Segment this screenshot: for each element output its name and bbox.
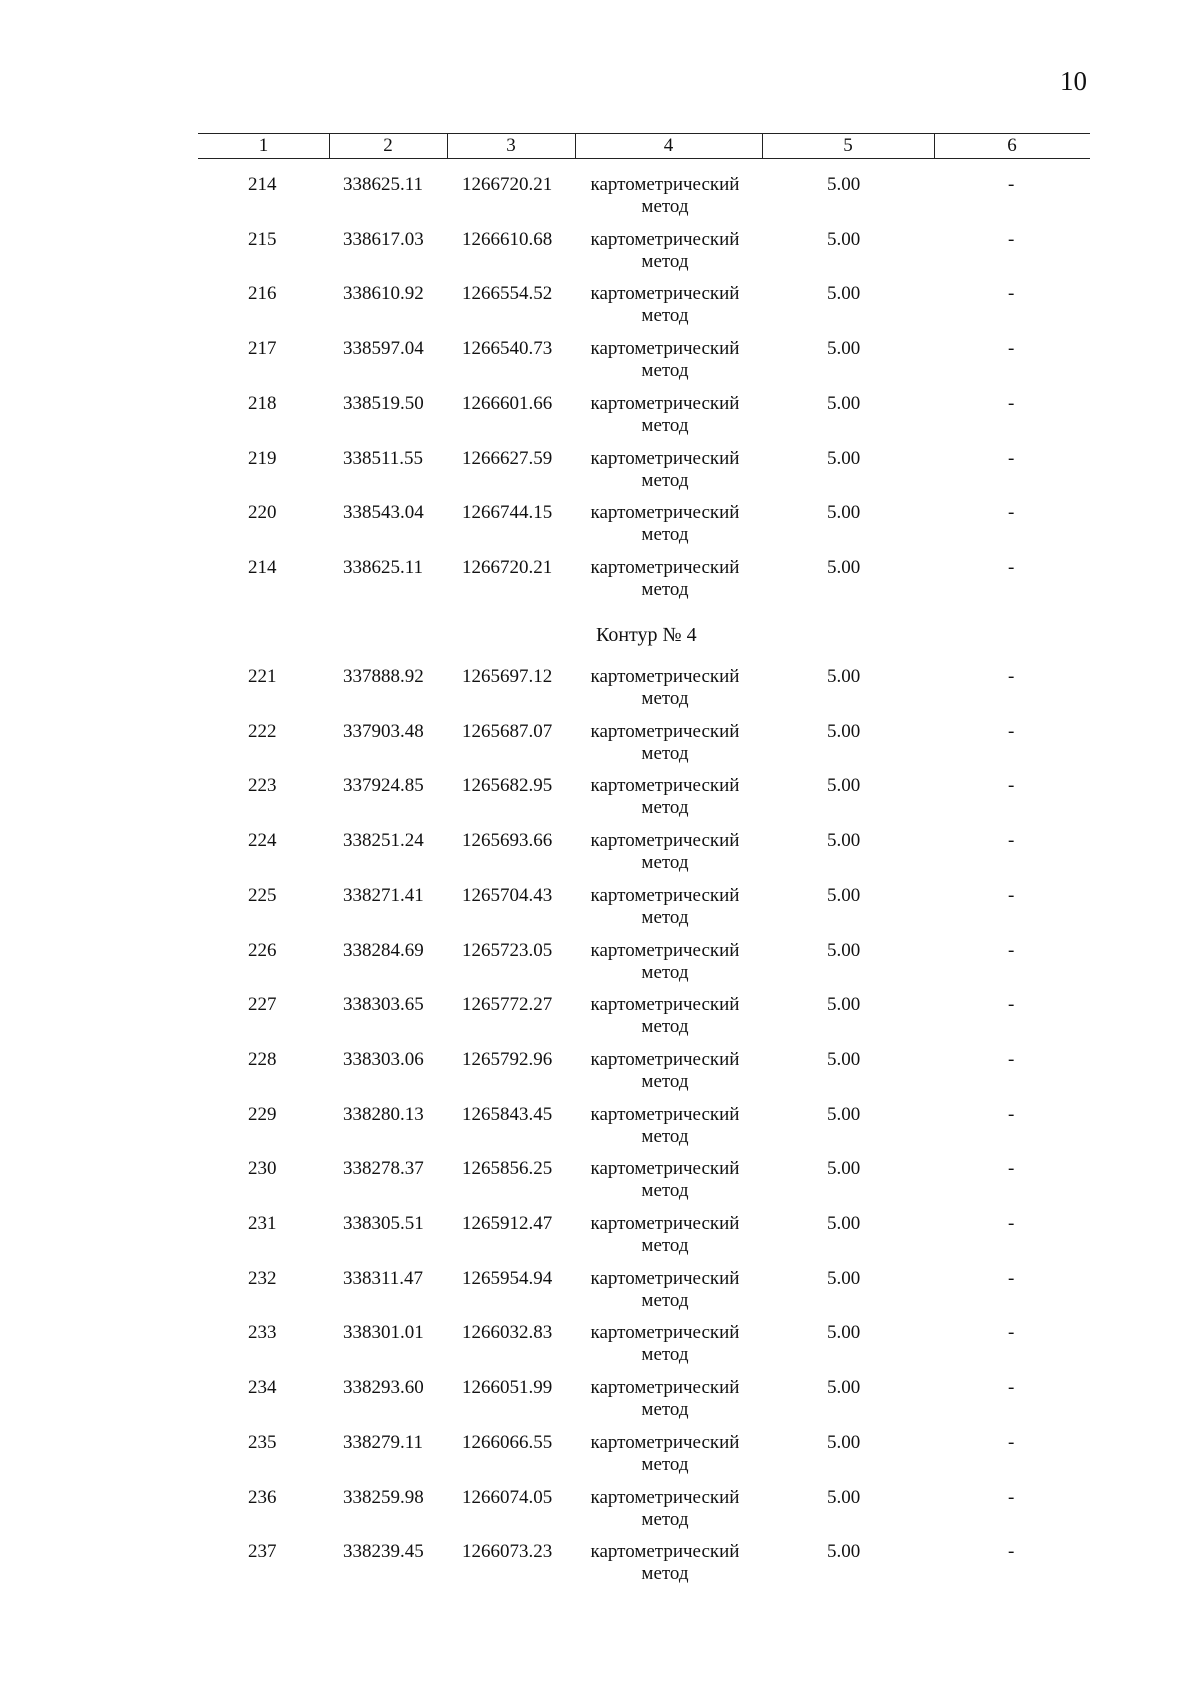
accuracy-value: 5.00 <box>827 228 861 250</box>
accuracy-value: 5.00 <box>827 1267 861 1289</box>
method-line-2: метод <box>641 742 689 764</box>
coordinate-x: 338278.37 <box>343 1158 424 1180</box>
method-line-2: метод <box>641 469 689 491</box>
column-header-4: 4 <box>663 135 674 156</box>
point-number: 214 <box>248 556 277 578</box>
method-line-2: метод <box>641 1399 689 1421</box>
point-number: 232 <box>248 1267 277 1289</box>
method-line-2: метод <box>641 906 689 928</box>
method-cell <box>585 1104 745 1148</box>
method-line-2: метод <box>641 1508 689 1530</box>
method-line-1: картометрический <box>590 994 740 1016</box>
accuracy-value: 5.00 <box>827 1377 861 1399</box>
note-value: - <box>1008 939 1015 961</box>
point-number: 227 <box>248 994 277 1016</box>
accuracy-value: 5.00 <box>827 1048 861 1070</box>
point-number: 222 <box>248 720 277 742</box>
method-line-1: картометрический <box>590 502 740 524</box>
point-number: 219 <box>248 447 277 469</box>
table-row <box>0 721 1200 775</box>
point-number: 231 <box>248 1213 277 1234</box>
method-line-1: картометрический <box>590 447 740 469</box>
accuracy-value: 5.00 <box>827 1431 861 1453</box>
point-number: 235 <box>248 1431 277 1453</box>
note-value: - <box>1008 1377 1015 1399</box>
method-cell <box>585 1049 745 1093</box>
coordinate-y: 1265843.45 <box>462 1103 553 1125</box>
coordinate-x: 338293.60 <box>343 1377 424 1399</box>
table-row <box>0 1432 1200 1486</box>
note-value: - <box>1008 338 1015 360</box>
method-line-1: картометрический <box>590 338 740 360</box>
method-line-2: метод <box>641 1070 689 1092</box>
note-value: - <box>1008 1431 1015 1453</box>
point-number: 236 <box>248 1486 277 1508</box>
table-row <box>0 502 1200 556</box>
accuracy-value: 5.00 <box>827 666 861 687</box>
table-row <box>0 775 1200 829</box>
coordinate-x: 338597.04 <box>343 338 424 360</box>
note-value: - <box>1008 994 1015 1016</box>
point-number: 216 <box>248 283 277 305</box>
method-line-1: картометрический <box>590 884 740 906</box>
accuracy-value: 5.00 <box>827 720 861 742</box>
table-row <box>0 1322 1200 1376</box>
point-number: 218 <box>248 392 277 414</box>
point-number: 221 <box>248 666 277 687</box>
table-row <box>0 448 1200 502</box>
coordinate-x: 338271.41 <box>343 884 424 906</box>
note-value: - <box>1008 1103 1015 1125</box>
method-line-1: картометрический <box>590 1431 740 1453</box>
note-value: - <box>1008 884 1015 906</box>
table-row <box>0 994 1200 1048</box>
method-cell <box>585 502 745 546</box>
method-cell <box>585 775 745 819</box>
method-line-1: картометрический <box>590 830 740 852</box>
coordinate-y: 1265954.94 <box>462 1267 553 1289</box>
coordinate-y: 1266074.05 <box>462 1486 553 1508</box>
table-row <box>0 338 1200 392</box>
note-value: - <box>1008 666 1015 687</box>
table-row <box>0 666 1200 720</box>
coordinate-x: 338239.45 <box>343 1541 424 1563</box>
point-number: 228 <box>248 1048 277 1070</box>
method-line-1: картометрический <box>590 666 740 687</box>
coordinate-y: 1265772.27 <box>462 994 553 1016</box>
accuracy-value: 5.00 <box>827 884 861 906</box>
method-cell <box>585 1268 745 1312</box>
point-number: 237 <box>248 1541 277 1563</box>
accuracy-value: 5.00 <box>827 1322 861 1344</box>
coordinate-x: 337903.48 <box>343 720 424 742</box>
method-line-1: картометрический <box>590 1158 740 1180</box>
table-row <box>0 940 1200 994</box>
method-line-2: метод <box>641 688 689 709</box>
method-line-2: метод <box>641 1180 689 1202</box>
note-value: - <box>1008 1048 1015 1070</box>
method-line-2: метод <box>641 1344 689 1366</box>
method-line-2: метод <box>641 1563 689 1585</box>
coordinate-x: 338610.92 <box>343 283 424 305</box>
accuracy-value: 5.00 <box>827 830 861 852</box>
coordinate-x: 338519.50 <box>343 392 424 414</box>
point-number: 220 <box>248 502 277 524</box>
method-line-1: картометрический <box>590 174 740 195</box>
method-line-2: метод <box>641 250 689 272</box>
method-line-2: метод <box>641 414 689 436</box>
accuracy-value: 5.00 <box>827 447 861 469</box>
method-line-2: метод <box>641 961 689 983</box>
note-value: - <box>1008 775 1015 797</box>
coordinate-y: 1266720.21 <box>462 174 553 195</box>
accuracy-value: 5.00 <box>827 1103 861 1125</box>
coordinate-x: 338303.06 <box>343 1048 424 1070</box>
coordinate-y: 1266540.73 <box>462 338 553 360</box>
coordinate-y: 1266032.83 <box>462 1322 553 1344</box>
accuracy-value: 5.00 <box>827 556 861 578</box>
column-header-2: 2 <box>383 135 393 156</box>
page-number: 10 <box>1060 66 1087 96</box>
coordinate-y: 1266066.55 <box>462 1431 553 1453</box>
method-line-1: картометрический <box>590 1377 740 1399</box>
table-row <box>0 830 1200 884</box>
table-row <box>0 1213 1200 1267</box>
method-cell <box>585 1322 745 1366</box>
table-row <box>0 229 1200 283</box>
table-row <box>0 393 1200 447</box>
coordinate-y: 1266051.99 <box>462 1377 553 1399</box>
point-number: 224 <box>248 830 277 852</box>
accuracy-value: 5.00 <box>827 1486 861 1508</box>
method-cell <box>585 557 745 601</box>
accuracy-value: 5.00 <box>827 174 861 195</box>
method-line-1: картометрический <box>590 1322 740 1344</box>
coordinate-x: 338625.11 <box>343 556 424 578</box>
note-value: - <box>1008 283 1015 305</box>
note-value: - <box>1008 1322 1015 1344</box>
point-number: 234 <box>248 1377 277 1399</box>
coordinate-x: 338511.55 <box>343 447 424 469</box>
method-line-2: метод <box>641 1235 689 1256</box>
table-row <box>0 1268 1200 1322</box>
method-line-1: картометрический <box>590 283 740 305</box>
coordinate-y: 1265697.12 <box>462 666 553 687</box>
coordinate-x: 338305.51 <box>343 1213 424 1234</box>
column-header-3: 3 <box>506 135 516 156</box>
method-cell <box>585 174 745 218</box>
coordinate-x: 338301.01 <box>343 1322 424 1344</box>
coordinate-x: 337888.92 <box>343 666 424 687</box>
coordinate-x: 338543.04 <box>343 502 424 524</box>
coordinate-y: 1265704.43 <box>462 884 553 906</box>
section-title: Контур № 4 <box>596 624 697 646</box>
accuracy-value: 5.00 <box>827 392 861 414</box>
method-line-2: метод <box>641 360 689 382</box>
coordinate-x: 338280.13 <box>343 1103 424 1125</box>
method-line-1: картометрический <box>590 1048 740 1070</box>
coordinate-x: 338303.65 <box>343 994 424 1016</box>
method-line-1: картометрический <box>590 228 740 250</box>
note-value: - <box>1008 1486 1015 1508</box>
coordinate-y: 1265693.66 <box>462 830 553 852</box>
method-cell <box>585 721 745 765</box>
method-cell <box>585 1158 745 1202</box>
method-line-2: метод <box>641 1016 689 1038</box>
method-line-1: картометрический <box>590 775 740 797</box>
method-cell <box>585 393 745 437</box>
method-line-2: метод <box>641 797 689 819</box>
method-line-2: метод <box>641 578 689 600</box>
coordinate-y: 1265792.96 <box>462 1048 553 1070</box>
point-number: 226 <box>248 939 277 961</box>
method-cell <box>585 338 745 382</box>
accuracy-value: 5.00 <box>827 994 861 1016</box>
coordinate-x: 338617.03 <box>343 228 424 250</box>
method-line-2: метод <box>641 524 689 546</box>
coordinate-x: 338259.98 <box>343 1486 424 1508</box>
method-cell <box>585 229 745 273</box>
method-cell <box>585 666 745 710</box>
table-row <box>0 1541 1200 1595</box>
point-number: 233 <box>248 1322 277 1344</box>
table-row <box>0 885 1200 939</box>
method-line-2: метод <box>641 852 689 874</box>
method-line-2: метод <box>641 1289 689 1311</box>
point-number: 223 <box>248 775 277 797</box>
method-line-1: картометрический <box>590 1213 740 1234</box>
table-row <box>0 174 1200 228</box>
coordinate-x: 338625.11 <box>343 174 424 195</box>
coordinate-y: 1266627.59 <box>462 447 553 469</box>
accuracy-value: 5.00 <box>827 1213 861 1234</box>
point-number: 229 <box>248 1103 277 1125</box>
accuracy-value: 5.00 <box>827 1158 861 1180</box>
coordinate-y: 1266720.21 <box>462 556 553 578</box>
coordinate-y: 1265912.47 <box>462 1213 553 1234</box>
note-value: - <box>1008 830 1015 852</box>
coordinate-y: 1266601.66 <box>462 392 553 414</box>
coordinate-y: 1265682.95 <box>462 775 553 797</box>
note-value: - <box>1008 556 1015 578</box>
coordinate-y: 1266073.23 <box>462 1541 553 1563</box>
method-cell <box>585 1541 745 1585</box>
accuracy-value: 5.00 <box>827 1541 861 1563</box>
table-row <box>0 283 1200 337</box>
point-number: 217 <box>248 338 277 360</box>
method-line-1: картометрический <box>590 720 740 742</box>
method-cell <box>585 994 745 1038</box>
method-line-1: картометрический <box>590 1267 740 1289</box>
method-line-1: картометрический <box>590 1486 740 1508</box>
method-cell <box>585 940 745 984</box>
table-row <box>0 1377 1200 1431</box>
note-value: - <box>1008 502 1015 524</box>
method-cell <box>585 283 745 327</box>
method-cell <box>585 830 745 874</box>
method-cell <box>585 1432 745 1476</box>
method-cell <box>585 885 745 929</box>
method-cell <box>585 1377 745 1421</box>
method-line-1: картометрический <box>590 392 740 414</box>
coordinate-y: 1265687.07 <box>462 720 553 742</box>
note-value: - <box>1008 1213 1015 1234</box>
note-value: - <box>1008 447 1015 469</box>
table-row <box>0 1158 1200 1212</box>
method-line-1: картометрический <box>590 1103 740 1125</box>
method-line-2: метод <box>641 1125 689 1147</box>
coordinate-x: 338284.69 <box>343 939 424 961</box>
method-line-1: картометрический <box>590 939 740 961</box>
point-number: 225 <box>248 884 277 906</box>
note-value: - <box>1008 392 1015 414</box>
coordinate-y: 1266744.15 <box>462 502 553 524</box>
accuracy-value: 5.00 <box>827 338 861 360</box>
coordinate-y: 1265856.25 <box>462 1158 553 1180</box>
point-number: 215 <box>248 228 277 250</box>
column-header-1: 1 <box>258 135 269 156</box>
note-value: - <box>1008 1158 1015 1180</box>
column-header-5: 5 <box>843 135 853 156</box>
table-row <box>0 1049 1200 1103</box>
accuracy-value: 5.00 <box>827 502 861 524</box>
point-number: 230 <box>248 1158 277 1180</box>
method-line-1: картометрический <box>590 1541 740 1563</box>
coordinate-x: 338279.11 <box>343 1431 424 1453</box>
method-cell <box>585 448 745 492</box>
coordinate-x: 338311.47 <box>343 1267 424 1289</box>
method-line-2: метод <box>641 1453 689 1475</box>
coordinate-y: 1266610.68 <box>462 228 553 250</box>
method-line-1: картометрический <box>590 556 740 578</box>
note-value: - <box>1008 720 1015 742</box>
note-value: - <box>1008 1541 1015 1563</box>
table-row <box>0 1104 1200 1158</box>
accuracy-value: 5.00 <box>827 939 861 961</box>
note-value: - <box>1008 1267 1015 1289</box>
coordinate-x: 337924.85 <box>343 775 424 797</box>
note-value: - <box>1008 228 1015 250</box>
note-value: - <box>1008 174 1015 195</box>
coordinate-y: 1265723.05 <box>462 939 553 961</box>
column-header-6: 6 <box>1007 135 1017 156</box>
accuracy-value: 5.00 <box>827 283 861 305</box>
table-row <box>0 1487 1200 1541</box>
method-cell <box>585 1487 745 1531</box>
coordinate-x: 338251.24 <box>343 830 424 852</box>
accuracy-value: 5.00 <box>827 775 861 797</box>
method-line-2: метод <box>641 305 689 327</box>
method-cell <box>585 1213 745 1257</box>
method-line-2: метод <box>641 196 689 217</box>
table-row <box>0 557 1200 611</box>
point-number: 214 <box>248 174 277 195</box>
coordinate-y: 1266554.52 <box>462 283 553 305</box>
table-header <box>198 133 1090 159</box>
